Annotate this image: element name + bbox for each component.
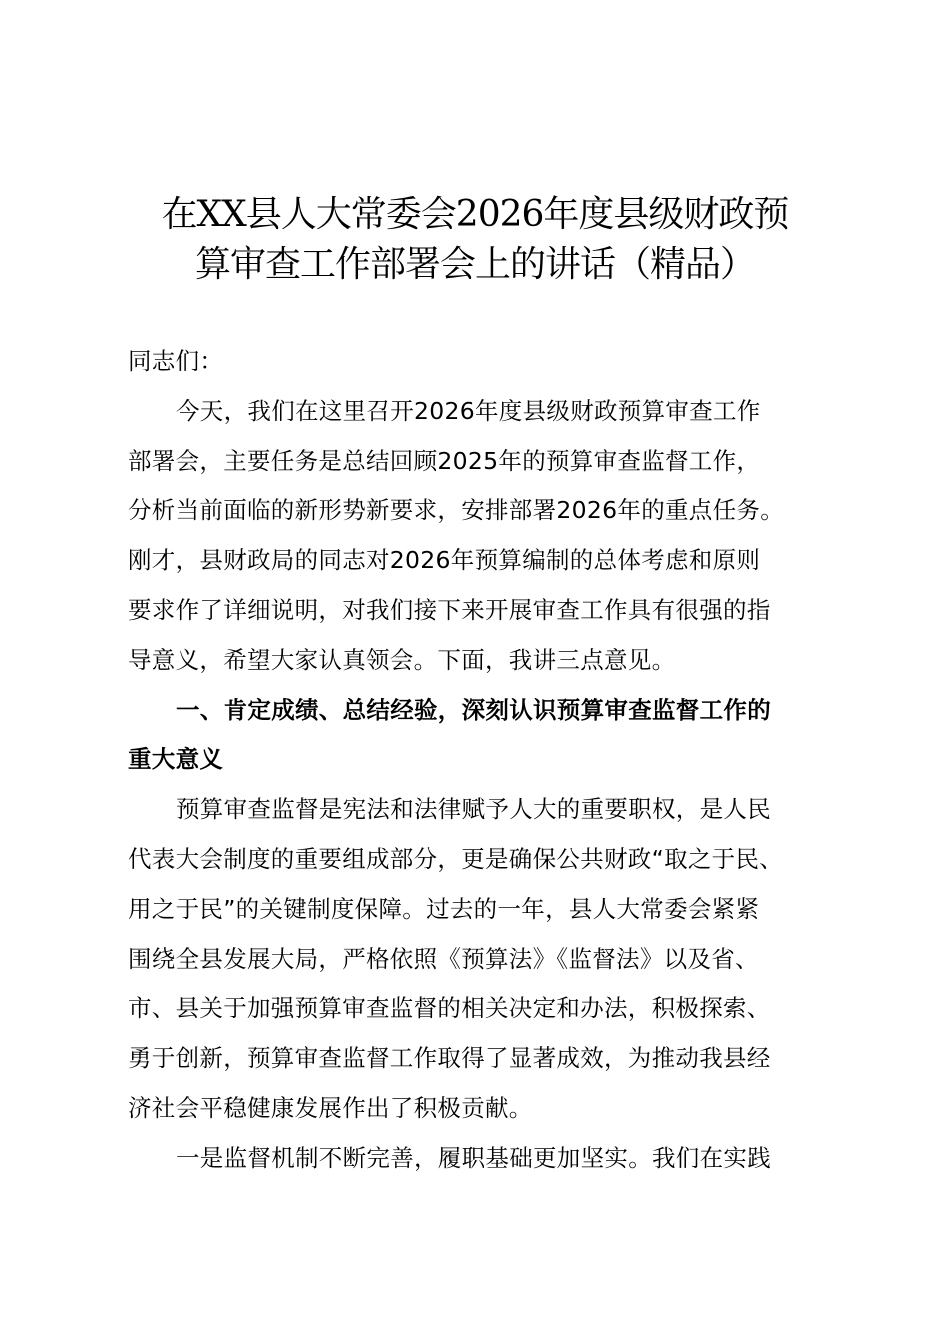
paragraph-line: 今天，我们在这里召开2026年度县级财政预算审查工作 bbox=[176, 396, 761, 425]
paragraph-line: 部署会，主要任务是总结回顾2025年的预算审查监督工作， bbox=[128, 446, 761, 475]
document-title-line-2: 算审查工作部署会上的讲话（精品） bbox=[194, 244, 755, 285]
document-body bbox=[128, 337, 848, 1184]
section-heading-line: 一、肯定成绩、总结经验，深刻认识预算审查监督工作的 bbox=[176, 695, 771, 724]
paragraph-line: 围绕全县发展大局，严格依照《预算法》《监督法》以及省、 bbox=[128, 944, 759, 973]
section-heading-line: 重大意义 bbox=[128, 745, 224, 774]
paragraph-line: 刚才，县财政局的同志对2026年预算编制的总体考虑和原则 bbox=[128, 546, 761, 575]
paragraph-line: 代表大会制度的重要组成部分，更是确保公共财政“取之于民、 bbox=[128, 844, 784, 873]
paragraph-line: 分析当前面临的新形势新要求，安排部署2026年的重点任务。 bbox=[128, 496, 785, 525]
paragraph-line: 预算审查监督是宪法和法律赋予人大的重要职权，是人民 bbox=[176, 795, 771, 824]
paragraph-line: 一是监督机制不断完善，履职基础更加坚实。我们在实践 bbox=[176, 1143, 771, 1172]
document-title-line-1: 在XX县人大常委会2026年度县级财政预 bbox=[161, 194, 789, 235]
paragraph-line: 勇于创新，预算审查监督工作取得了显著成效，为推动我县经 bbox=[128, 1044, 771, 1073]
paragraph-line: 市、县关于加强预算审查监督的相关决定和办法，积极探索、 bbox=[128, 994, 771, 1023]
paragraph-line: 要求作了详细说明，对我们接下来开展审查工作具有很强的指 bbox=[128, 595, 771, 624]
paragraph-line: 济社会平稳健康发展作出了积极贡献。 bbox=[128, 1093, 533, 1122]
paragraph-line: 导意义，希望大家认真领会。下面，我讲三点意见。 bbox=[128, 645, 676, 674]
paragraph-line: 用之于民”的关键制度保障。过去的一年，县人大常委会紧紧 bbox=[128, 894, 760, 923]
greeting: 同志们： bbox=[128, 347, 224, 375]
